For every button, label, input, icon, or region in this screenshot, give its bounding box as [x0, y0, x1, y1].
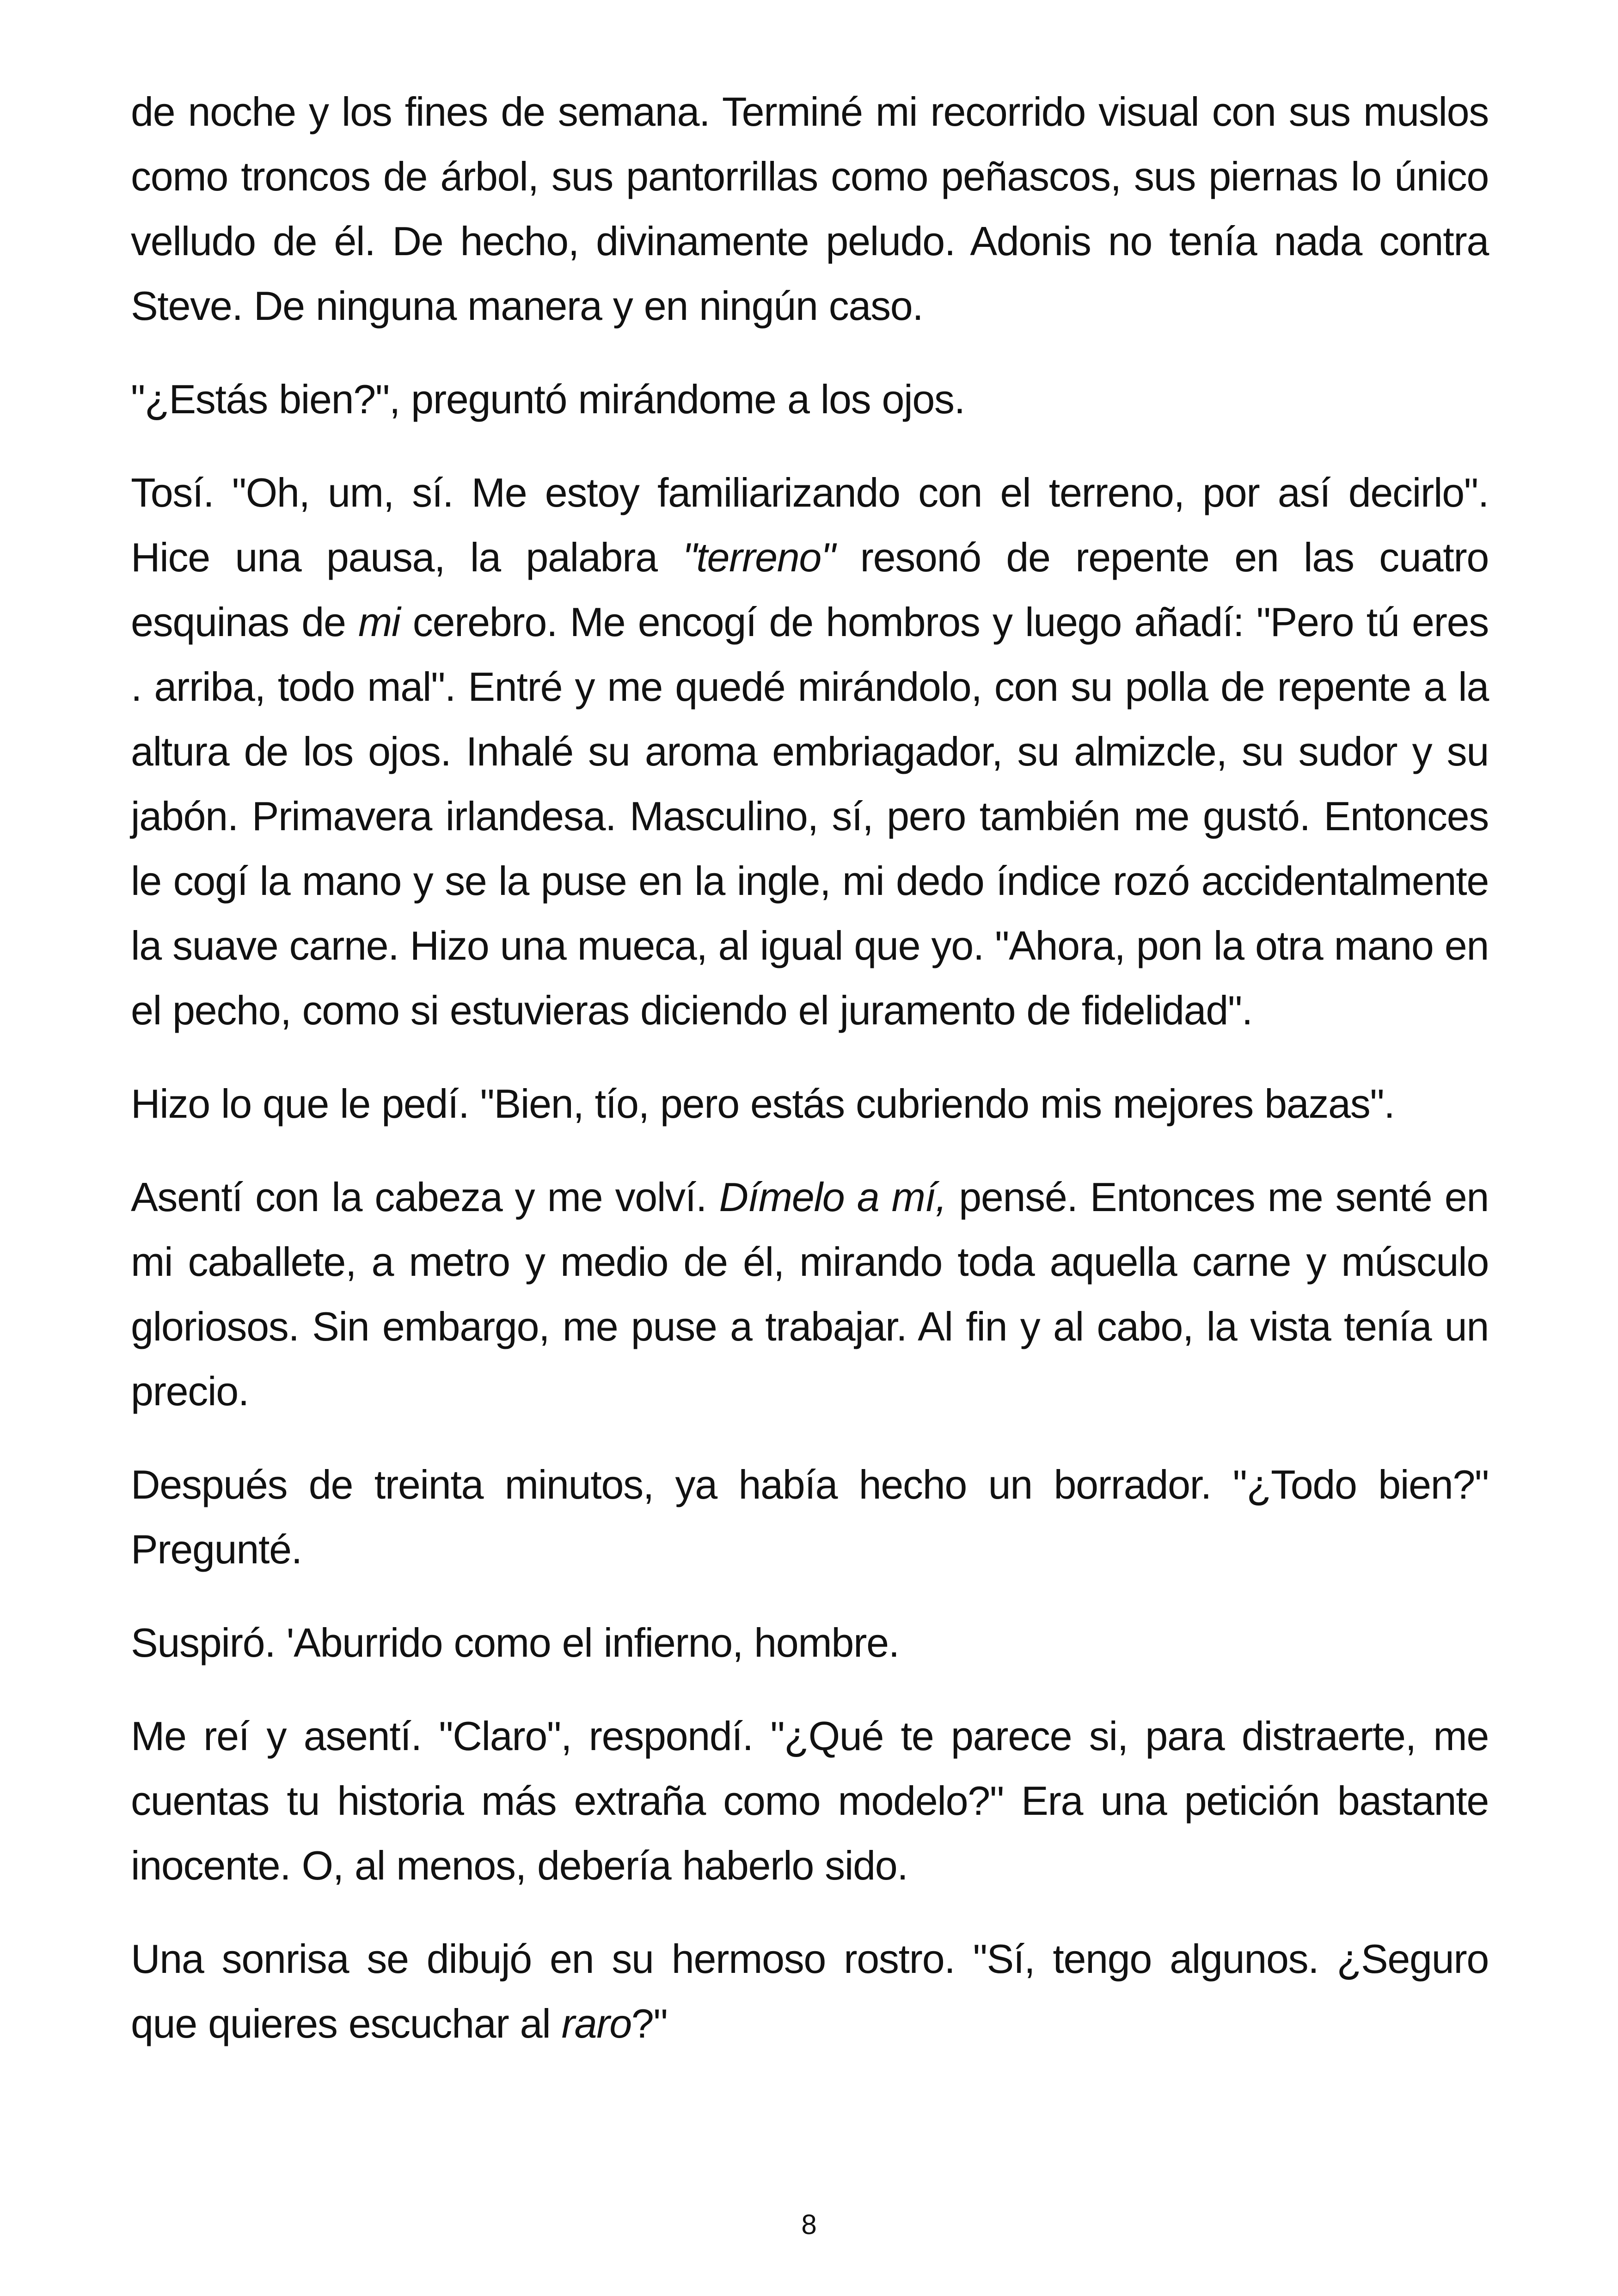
paragraph	[131, 1165, 1489, 1424]
paragraph	[131, 1610, 1489, 1675]
text-run: Tosí. "Oh, um, sí. Me estoy familiarizando con el terreno, por así decirlo". Hice una pausa, la palabra	[131, 470, 1489, 580]
italic-text: "terreno"	[682, 534, 835, 580]
paragraph	[131, 1927, 1489, 2056]
text-run: pensé. Entonces me senté en mi caballete, a metro y medio de él, mirando toda aquella carne y músculo gloriosos. Sin embargo, me puse a trabajar. Al fin y al cabo, la vista tenía un precio.	[131, 1174, 1489, 1414]
text-run: cerebro. Me encogí de hombros y luego añadí: "Pero tú eres . arriba, todo mal". Entré y me quedé mirándolo, con su polla de repente a la altura de los ojos. Inhalé su aroma embriagador, su almizcle, su sudor y su jabón. Primavera irlandesa. Masculino, sí, pero también me gustó. Entonces le cogí la mano y se la puse en la ingle, mi dedo índice rozó accidentalmente la suave carne. Hizo una mueca, al igual que yo. "Ahora, pon la otra mano en el pecho, como si estuvieras diciendo el juramento de fidelidad".	[131, 599, 1489, 1033]
paragraph	[131, 1704, 1489, 1898]
body-text	[131, 80, 1489, 2085]
paragraph	[131, 460, 1489, 1043]
paragraph	[131, 1071, 1489, 1136]
text-run: Asentí con la cabeza y me volví.	[131, 1174, 719, 1220]
italic-text: mi	[358, 599, 400, 645]
italic-text: raro	[561, 2001, 631, 2046]
text-run: resonó de repente en las cuatro esquinas de	[131, 534, 1489, 645]
text-run: "¿Estás bien?", preguntó mirándome a los ojos.	[131, 376, 965, 422]
text-run: Suspiró. 'Aburrido como el infierno, hombre.	[131, 1620, 899, 1665]
text-run: de noche y los fines de semana. Terminé mi recorrido visual con sus muslos como troncos de árbol, sus pantorrillas como peñascos, sus piernas lo único velludo de él. De hecho, divinamente peludo. Adonis no tenía nada contra Steve. De ninguna manera y en ningún caso.	[131, 89, 1489, 329]
text-run: Una sonrisa se dibujó en su hermoso rostro. "Sí, tengo algunos. ¿Seguro que quieres escuchar al	[131, 1936, 1489, 2046]
page-number: 8	[801, 2209, 817, 2240]
text-run: Me reí y asentí. "Claro", respondí. "¿Qué te parece si, para distraerte, me cuentas tu historia más extraña como modelo?" Era una petición bastante inocente. O, al menos, debería haberlo sido.	[131, 1713, 1489, 1888]
italic-text: Dímelo a mí,	[719, 1174, 946, 1220]
paragraph	[131, 1452, 1489, 1582]
text-run: Después de treinta minutos, ya había hecho un borrador. "¿Todo bien?" Pregunté.	[131, 1462, 1489, 1572]
text-run: Hizo lo que le pedí. "Bien, tío, pero estás cubriendo mis mejores bazas".	[131, 1081, 1395, 1127]
text-run: ?"	[631, 2001, 668, 2046]
paragraph	[131, 80, 1489, 338]
paragraph	[131, 367, 1489, 432]
